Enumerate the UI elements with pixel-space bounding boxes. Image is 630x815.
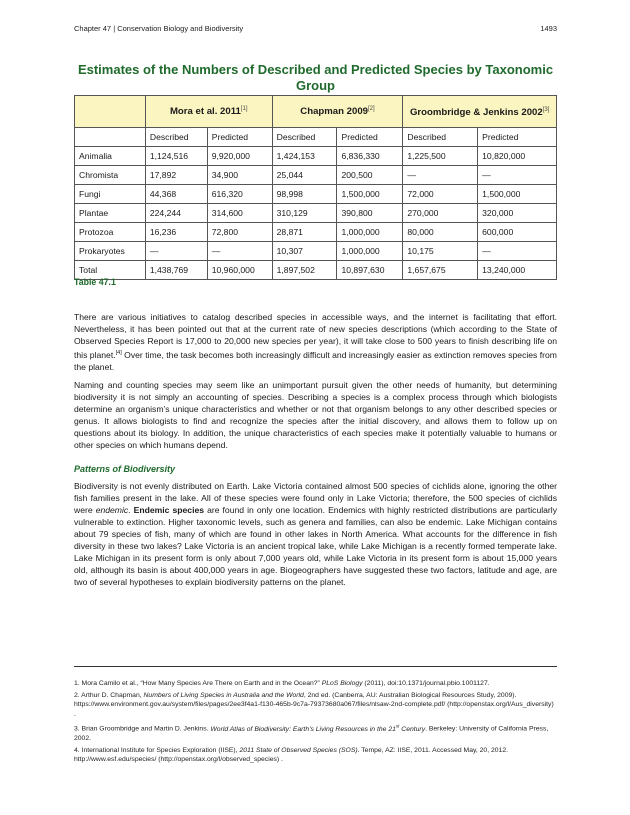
table-cell: 616,320 [207,185,272,204]
table-title: Estimates of the Numbers of Described and Predicted Species by Taxonomic Group [77,62,554,93]
table-cell: 28,871 [272,223,337,242]
table-cell: 9,920,000 [207,147,272,166]
table-cell: — [478,166,557,185]
footnotes [74,679,557,767]
table-cell: 1,000,000 [337,242,403,261]
footnote-3: 3. Brian Groombridge and Martin D. Jenkins. World Atlas of Biodiversity: Earth’s Living Resources in the 21st Century. Berkeley: University of California Press, 2002. [74,723,549,743]
table-cell: 200,500 [337,166,403,185]
table-cell: 10,307 [272,242,337,261]
table-cell: 1,500,000 [478,185,557,204]
table-cell: 44,368 [145,185,207,204]
row-label: Fungi [75,185,146,204]
table-cell: 6,836,330 [337,147,403,166]
subheader-cell: Predicted [478,128,557,147]
footnote-2: 2. Arthur D. Chapman, Numbers of Living Species in Australia and the World, 2nd ed. (Canberra, AU: Australian Biological Resources Study, 2009). https://www.environment.gov.au/system/files/pages/2ee3f4a1-f130-465b-9c7a-79373680a067/files/nlsaw-2nd-complete.pdf/ (http://openstax.org/l/Aus_diversity) . [74,691,554,718]
table-group-header-row [75,96,557,128]
table-row [75,166,557,185]
table-cell: 98,998 [272,185,337,204]
table-subheader-row [75,128,557,147]
footnote-1: 1. Mora Camilo et al., “How Many Species Are There on Earth and in the Ocean?” PLoS Biology (2011), doi:10.1371/journal.pbio.1001127. [74,680,490,687]
paragraph-patterns: Biodiversity is not evenly distributed on Earth. Lake Victoria contained almost 500 species of cichlids alone, ignoring the other fish families present in the lake. All of these species were found only in Lake Victoria; therefore, the 500 species of cichlids were endemic. Endemic species are found in only one location. Endemics with highly restricted distributions are particularly vulnerable to extinction. Higher taxonomic levels, such as genera and families, can also be endemic. Lake Michigan contains about 79 species of fish, many of which are found in other lakes in North America. What accounts for the difference in fish diversity in these two lakes? Lake Victoria is an ancient tropical lake, while Lake Michigan is a recently formed temperate lake. Lake Michigan in its present form is only about 7,000 years old, while Lake Victoria in its present form is about 15,000 years old, although its basin is about 400,000 years in age. Biogeographers have suggested these two factors, latitude and age, are two of several hypotheses to explain biodiversity patterns on the planet. [74,481,557,587]
table-cell: 310,129 [272,204,337,223]
table-row [75,204,557,223]
table-row-total [75,261,557,280]
table-cell: 1,897,502 [272,261,337,280]
table-cell: — [207,242,272,261]
table-cell: 72,000 [403,185,478,204]
table-cell: 34,900 [207,166,272,185]
group-header-mora: Mora et al. 2011[1] [145,96,272,128]
table-cell: 80,000 [403,223,478,242]
group-header-chapman: Chapman 2009[2] [272,96,403,128]
key-term: Endemic species [133,505,205,515]
table-cell: 600,000 [478,223,557,242]
table-cell: 17,892 [145,166,207,185]
footnote-ref-3[interactable]: [3] [542,106,550,113]
row-label: Plantae [75,204,146,223]
table-cell: 270,000 [403,204,478,223]
table-cell: — [403,166,478,185]
table-cell: 10,960,000 [207,261,272,280]
table-corner-cell [75,128,146,147]
page-number: 1493 [540,24,557,33]
subheader-cell: Described [403,128,478,147]
paragraph-catalog: There are various initiatives to catalog described species in accessible ways, and the internet is facilitating that effort. Nevertheless, it has been pointed out that at the current rate of new species descriptions (which according to the State of Observed Species Report is 17,000 to 20,000 new species per year), it will take close to 500 years to finish describing life on this planet.[4] Over time, the task becomes both increasingly difficult and increasingly easier as extinction removes species from the planet. [74,312,557,372]
footnote-ref-1[interactable]: [1] [240,105,248,112]
running-header [74,24,557,33]
table-cell: 1,657,675 [403,261,478,280]
row-label: Total [75,261,146,280]
table-cell: 1,124,516 [145,147,207,166]
species-table [74,95,557,280]
footnote-4: 4. International Institute for Species Exploration (IISE), 2011 State of Observed Species (SOS). Tempe, AZ: IISE, 2011. Accessed May, 20, 2012. http://www.esf.edu/species/ (http://openstax.org/l/observed_species) . [74,746,508,764]
row-label: Protozoa [75,223,146,242]
footnote-ref-4[interactable]: [4] [115,350,122,356]
table-cell: 320,000 [478,204,557,223]
table-row [75,185,557,204]
footnote-ref-2[interactable]: [2] [368,105,375,112]
table-cell: 72,800 [207,223,272,242]
table-cell: 1,500,000 [337,185,403,204]
table-cell: 13,240,000 [478,261,557,280]
chapter-title: Chapter 47 | Conservation Biology and Biodiversity [74,24,244,33]
subheader-cell: Predicted [337,128,403,147]
table-cell: 314,600 [207,204,272,223]
table-row [75,242,557,261]
table-cell: 1,000,000 [337,223,403,242]
table-row [75,223,557,242]
table-cell: 10,897,630 [337,261,403,280]
table-cell: 390,800 [337,204,403,223]
section-heading: Patterns of Biodiversity [74,464,176,474]
paragraph-naming: Naming and counting species may seem like an unimportant pursuit given the other needs of humanity, but determining biodiversity it is not simply an accounting of species. Describing a species is a complex process through which biologists determine an organism’s unique characteristics and whether or not that organism belongs to any other described species or genus. It allows biologists to find and recognize the species after the initial discovery, and allows them to follow up on questions about its biology. In addition, the unique characteristics of each species make it potentially valuable to humans or other species on which humans depend. [74,380,557,450]
table-corner-cell [75,96,146,128]
subheader-cell: Described [145,128,207,147]
row-label: Animalia [75,147,146,166]
table-cell: 1,438,769 [145,261,207,280]
footnote-divider [74,666,557,667]
table-cell: 25,044 [272,166,337,185]
table-cell: 10,175 [403,242,478,261]
table-caption: Table 47.1 [74,277,116,287]
subheader-cell: Predicted [207,128,272,147]
subheader-cell: Described [272,128,337,147]
table-cell: 1,225,500 [403,147,478,166]
table-cell: 224,244 [145,204,207,223]
table-row [75,147,557,166]
table-cell: — [478,242,557,261]
row-label: Prokaryotes [75,242,146,261]
table-cell: 10,820,000 [478,147,557,166]
table-cell: — [145,242,207,261]
table-cell: 16,236 [145,223,207,242]
group-header-groombridge: Groombridge & Jenkins 2002[3] [403,96,557,128]
table-cell: 1,424,153 [272,147,337,166]
row-label: Chromista [75,166,146,185]
